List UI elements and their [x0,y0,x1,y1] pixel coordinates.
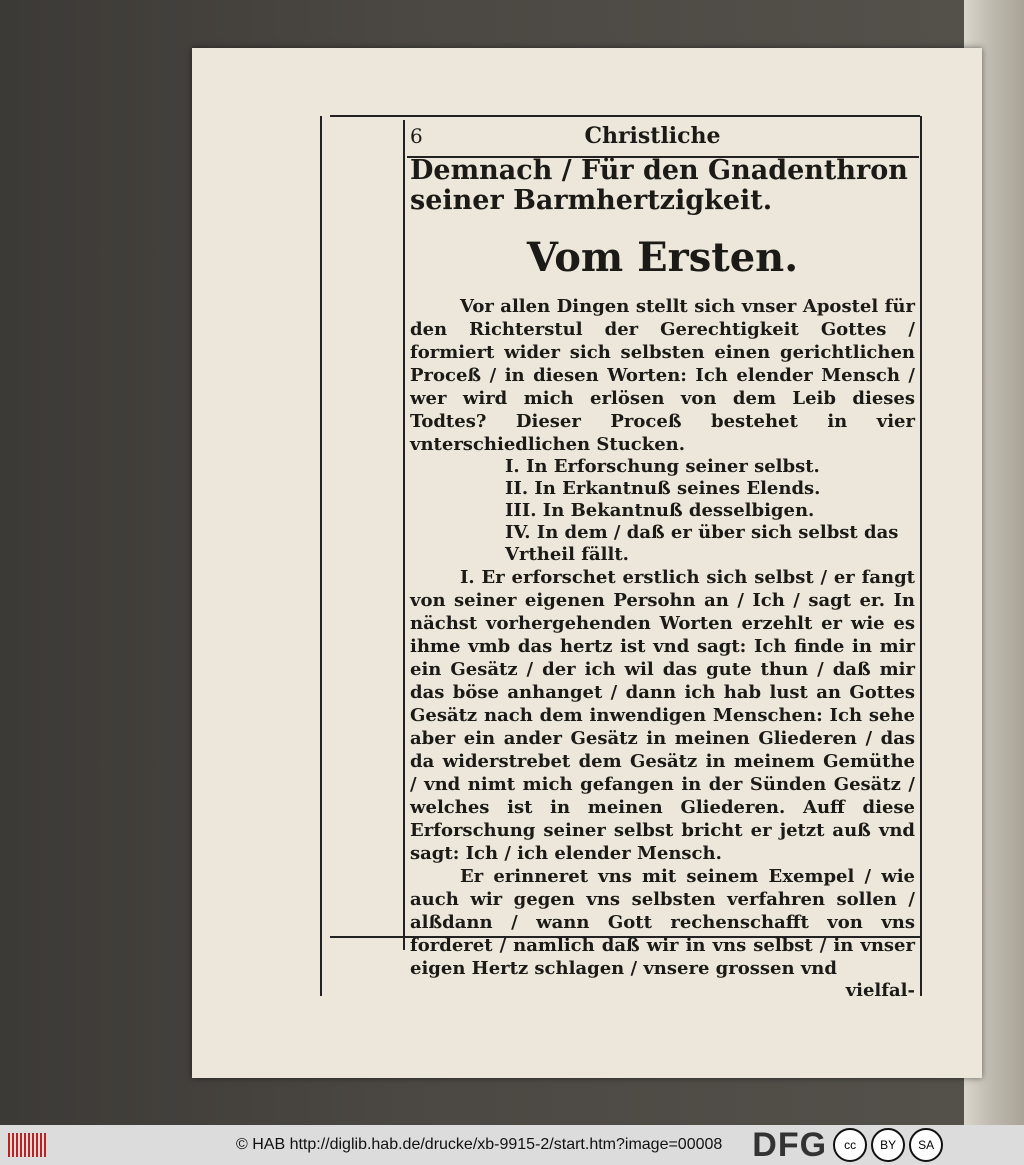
book-page [192,48,982,1078]
license-badge[interactable] [833,1128,943,1162]
inner-margin-rule [403,120,405,950]
paragraph-1: Vor allen Dingen stellt sich vnser Apostel für den Richterstul der Gerechtigkeit Gottes / formiert wider sich selbsten einen gerichtlichen Proceß / in diesen Worten: Ich elender Mensch / wer wird mich erlösen von dem Leib dieses Todtes? Dieser Proceß bestehet in vier vnterschiedlichen Stucken. [410,296,915,455]
running-header [410,118,915,154]
list-item: I. In Erforschung seiner selbst. [505,456,820,477]
paragraph-3: Er erinneret vns mit seinem Exempel / wie auch wir gegen vns selbsten verfahren sollen / alßdann / wann Gott rechenschafft von vns forderet / namlich daß wir in vns selbst / in vnser eigen Hertz schlagen / vnsere grossen vnd [410,866,915,979]
running-title: Christliche [584,123,721,149]
section-heading: Vom Ersten. [526,234,799,281]
page-number: 6 [410,124,423,148]
list-item: II. In Erkantnuß seines Elends. [505,478,821,499]
source-credit[interactable]: © HAB http://diglib.hab.de/drucke/xb-9915-2/start.htm?image=00008 [236,1136,723,1153]
by-icon: BY [871,1128,905,1162]
top-rule [330,115,920,117]
paragraph-2: I. Er erforschet erstlich sich selbst / er fangt von seiner eigenen Persohn an / Ich / sagt er. In nächst vorhergehenden Worten erzehlt er wie es ihme vmb das hertz ist vnd sagt: Ich finde in mir ein Gesätz / der ich wil das gute thun / daß mir das böse anhanget / dann ich hab lust an Gottes Gesätz nach dem inwendigen Menschen: Ich sehe aber ein ander Gesätz in meinen Gliederen / das da widerstrebet dem Gesätz in meinem Gemüthe / vnd nimt mich gefangen in der Sünden Gesätz / welches ist in meinen Gliederen. Auff diese Erforschung seiner selbst bricht er jetzt auß vnd sagt: Ich / ich elender Mensch. [410,567,915,864]
dfg-logo: DFG [752,1125,828,1164]
intro-line: Demnach / Für den Gnadenthron seiner Barmhertzigkeit. [410,155,908,216]
sa-icon: SA [909,1128,943,1162]
page-text [410,118,915,1001]
viewer-footer [0,1125,1024,1165]
barcode-icon [8,1131,46,1159]
cc-icon: cc [833,1128,867,1162]
list-item: IV. In dem / daß er über sich selbst das Vrtheil fällt. [505,522,899,565]
point-list [505,456,915,566]
catchword: vielfal- [845,980,915,1001]
list-item: III. In Bekantnuß desselbigen. [505,500,815,521]
